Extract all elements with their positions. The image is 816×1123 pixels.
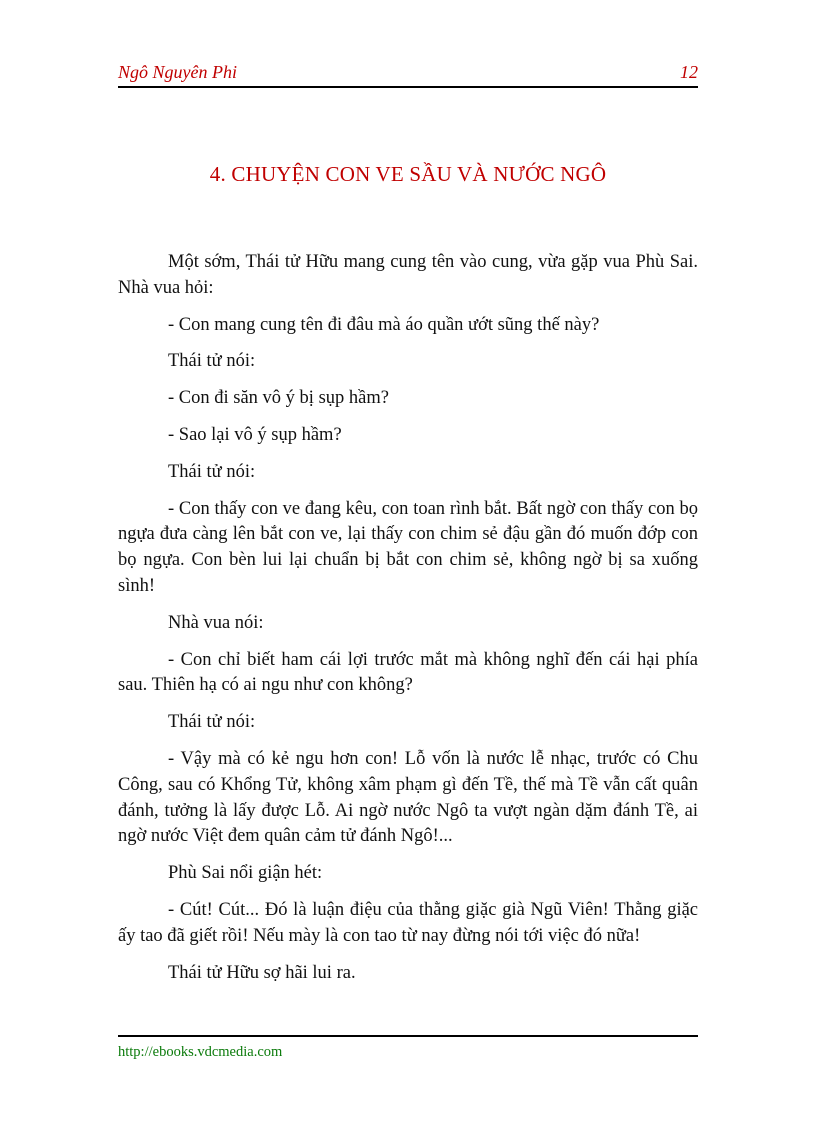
body-text	[118, 250, 698, 997]
paragraph: - Con mang cung tên đi đâu mà áo quần ướt sũng thế này?	[168, 314, 600, 335]
paragraph: - Cút! Cút... Đó là luận điệu của thằng giặc già Ngũ Viên! Thằng giặc ấy tao đã giết rồi! Nếu mày là con tao từ nay đừng nói tới việc đó nữa!	[118, 899, 698, 946]
footer-divider	[118, 1035, 698, 1037]
paragraph: Thái tử Hữu sợ hãi lui ra.	[168, 962, 356, 983]
header-author: Ngô Nguyên Phi	[118, 62, 237, 82]
footer-link[interactable]: http://ebooks.vdcmedia.com	[118, 1044, 283, 1060]
paragraph: - Vậy mà có kẻ ngu hơn con! Lỗ vốn là nước lễ nhạc, trước có Chu Công, sau có Khổng Tử, không xâm phạm gì đến Tề, thế mà Tề vẫn cất quân đánh, tưởng là lấy được Lỗ. Ai ngờ nước Ngô ta vượt ngàn dặm đánh Tề, ai ngờ nước Việt đem quân cảm tử đánh Ngô!...	[118, 748, 698, 847]
paragraph: - Con đi săn vô ý bị sụp hầm?	[168, 388, 389, 409]
paragraph: - Sao lại vô ý sụp hầm?	[168, 424, 342, 445]
paragraph: Nhà vua nói:	[168, 612, 264, 633]
paragraph: - Con chỉ biết ham cái lợi trước mắt mà không nghĩ đến cái hại phía sau. Thiên hạ có ai ngu như con không?	[118, 649, 698, 696]
chapter-title: 4. CHUYỆN CON VE SẦU VÀ NƯỚC NGÔ	[209, 162, 607, 186]
page-header	[118, 62, 698, 88]
paragraph: Phù Sai nổi giận hét:	[168, 863, 323, 884]
page-number: 12	[680, 62, 698, 82]
paragraph: Một sớm, Thái tử Hữu mang cung tên vào cung, vừa gặp vua Phù Sai. Nhà vua hỏi:	[118, 252, 698, 298]
paragraph: Thái tử nói:	[168, 461, 256, 482]
paragraph: Thái tử nói:	[168, 712, 256, 733]
paragraph: Thái tử nói:	[168, 351, 256, 372]
paragraph: - Con thấy con ve đang kêu, con toan rình bắt. Bất ngờ con thấy con bọ ngựa đưa càng lên bắt con ve, lại thấy con chim sẻ đậu gần đó muốn đớp con bọ ngựa. Con bèn lui lại chuẩn bị bắt con chim sẻ, không ngờ bị sa xuống sình!	[118, 498, 698, 596]
